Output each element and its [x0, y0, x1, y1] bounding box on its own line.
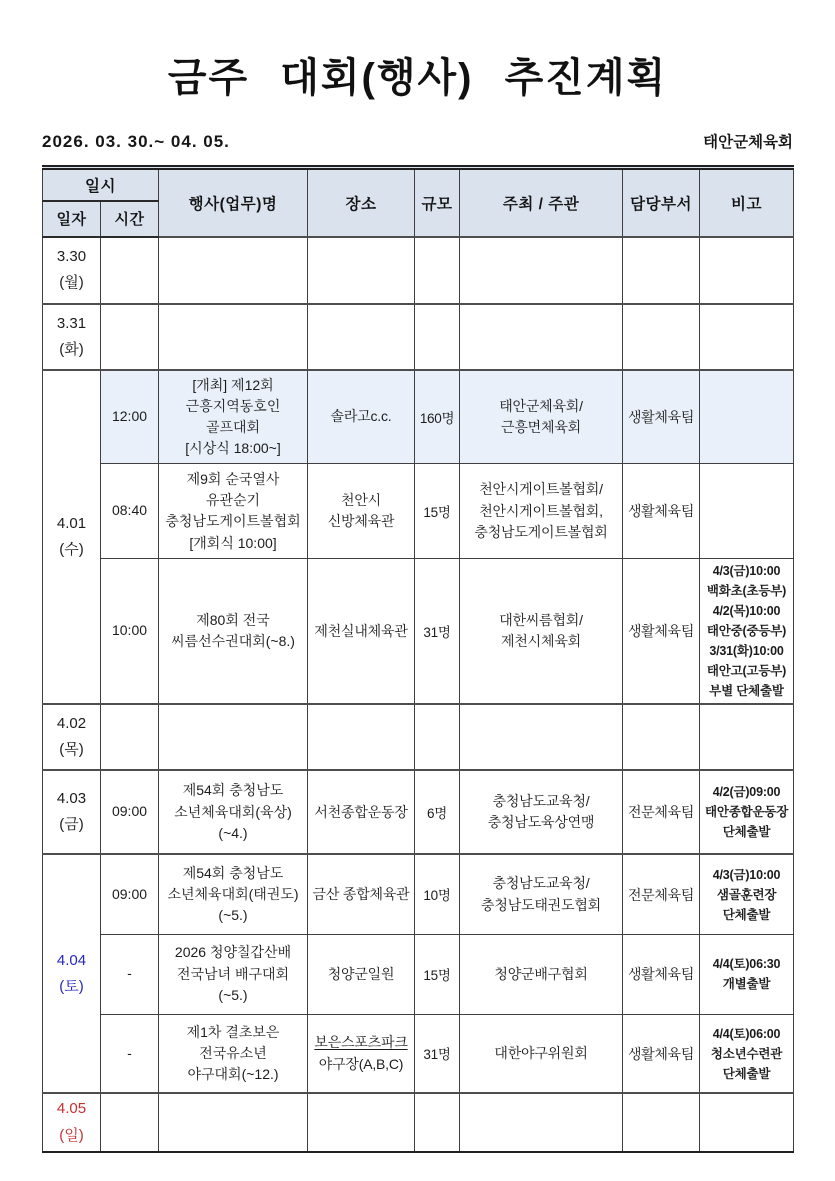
header-time: 시간 — [101, 201, 159, 237]
cell-line: 태안고(고등부) — [706, 664, 787, 679]
cell-line: 천안시 — [341, 492, 381, 509]
cell-line: 전국유소년 — [199, 1044, 267, 1061]
cell-line: 4/3(금)10:00 — [712, 867, 781, 882]
date-number: 4.02 — [56, 715, 87, 733]
time-text: 09:00 — [111, 885, 148, 902]
period-text: 2026. 03. 30.~ 04. 05. — [42, 131, 230, 151]
place-cell — [308, 1093, 415, 1152]
dept-text: 전문체육팀 — [627, 804, 695, 821]
dept-cell — [623, 304, 700, 370]
cell-line: 제9회 순국열사 — [186, 470, 280, 487]
event-name-cell — [159, 370, 308, 464]
scale-cell — [415, 304, 460, 370]
cell-line: 보은스포츠파크 — [314, 1034, 408, 1051]
table-row — [43, 464, 794, 559]
cell-line: 유관순기 — [205, 492, 261, 509]
cell-line: 태안종합운동장 — [704, 805, 789, 820]
time-text: 10:00 — [111, 622, 148, 639]
place-cell — [308, 854, 415, 934]
time-cell — [101, 854, 159, 934]
cell-line: 천안시게이트볼협회/ — [479, 481, 603, 498]
table-row — [43, 704, 794, 770]
time-cell — [101, 1093, 159, 1152]
header-place: 장소 — [308, 167, 415, 237]
date-number: 3.30 — [56, 248, 87, 266]
table-row — [43, 770, 794, 854]
event-name-cell — [159, 304, 308, 370]
cell-line: 솔라고c.c. — [330, 408, 392, 425]
cell-line: 제1차 결초보은 — [186, 1023, 280, 1040]
cell-line: 신방체육관 — [327, 513, 395, 530]
time-cell — [101, 304, 159, 370]
dept-cell — [623, 704, 700, 770]
place-cell — [308, 934, 415, 1014]
dept-cell — [623, 770, 700, 854]
cell-line: 부별 단체출발 — [709, 684, 784, 699]
date-cell — [43, 770, 101, 854]
cell-line: 백화초(초등부) — [706, 584, 787, 599]
scale-text: 31명 — [423, 1047, 451, 1063]
place-cell — [308, 304, 415, 370]
place-cell — [308, 464, 415, 559]
dept-text: 전문체육팀 — [627, 886, 695, 903]
date-day: (수) — [59, 541, 84, 559]
table-row — [43, 1014, 794, 1093]
scale-cell — [415, 370, 460, 464]
event-name-cell — [159, 464, 308, 559]
scale-text: 6명 — [427, 805, 447, 821]
cell-line: 제천시체육회 — [501, 633, 581, 650]
date-cell — [43, 1093, 101, 1152]
host-cell — [460, 464, 623, 559]
cell-line: 4/2(목)10:00 — [712, 604, 781, 619]
note-cell — [700, 237, 794, 304]
time-text: - — [127, 965, 132, 982]
table-body — [43, 237, 794, 1152]
table-header — [43, 167, 794, 237]
cell-line: 금산 종합체육관 — [312, 885, 410, 902]
cell-line: 대한야구위원회 — [494, 1044, 588, 1061]
date-number: 3.31 — [56, 314, 87, 332]
header-scale: 규모 — [415, 167, 460, 237]
host-cell — [460, 237, 623, 304]
cell-line: 천안시게이트볼협회, — [479, 502, 603, 519]
table-row — [43, 854, 794, 934]
cell-line: 4/4(토)06:30 — [712, 957, 781, 972]
date-cell — [43, 304, 101, 370]
cell-line: 근흥면체육회 — [501, 419, 581, 436]
host-cell — [460, 370, 623, 464]
note-cell — [700, 304, 794, 370]
time-cell — [101, 559, 159, 705]
time-cell — [101, 237, 159, 304]
cell-line: (~4.) — [218, 824, 248, 841]
cell-line: 태안군체육회/ — [499, 397, 583, 414]
dept-text: 생활체육팀 — [627, 966, 695, 983]
table-row — [43, 304, 794, 370]
date-day: (목) — [59, 741, 84, 759]
scale-cell — [415, 1093, 460, 1152]
time-text: 09:00 — [111, 803, 148, 820]
event-name-cell — [159, 237, 308, 304]
host-cell — [460, 934, 623, 1014]
cell-line: 서천종합운동장 — [314, 803, 408, 820]
dept-cell — [623, 854, 700, 934]
cell-line: 샘골훈련장 — [716, 887, 777, 902]
dept-cell — [623, 934, 700, 1014]
place-cell — [308, 237, 415, 304]
cell-line: 4/4(토)06:00 — [712, 1026, 781, 1041]
cell-line: 근흥지역동호인 — [185, 397, 281, 414]
date-number: 4.04 — [56, 951, 87, 969]
event-name-cell — [159, 770, 308, 854]
date-cell — [43, 854, 101, 1093]
cell-line: [개회식 10:00] — [189, 534, 277, 551]
date-cell — [43, 704, 101, 770]
note-cell — [700, 370, 794, 464]
date-number: 4.01 — [56, 514, 87, 532]
scale-text: 15명 — [423, 967, 451, 983]
scale-cell — [415, 559, 460, 705]
time-cell — [101, 770, 159, 854]
cell-line: 단체출발 — [722, 825, 771, 840]
date-number: 4.05 — [56, 1100, 87, 1118]
host-cell — [460, 704, 623, 770]
cell-line: 제80회 전국 — [196, 612, 270, 629]
dept-text: 생활체육팀 — [627, 623, 695, 640]
event-name-cell — [159, 1014, 308, 1093]
table-row — [43, 237, 794, 304]
cell-line: 태안중(중등부) — [706, 624, 787, 639]
cell-line: 2026 청양칠갑산배 — [174, 944, 292, 961]
dept-cell — [623, 1014, 700, 1093]
time-cell — [101, 464, 159, 559]
cell-line: (~5.) — [218, 907, 248, 924]
host-cell — [460, 854, 623, 934]
cell-line: 4/2(금)09:00 — [712, 785, 781, 800]
dept-cell — [623, 464, 700, 559]
scale-cell — [415, 1014, 460, 1093]
cell-line: 개별출발 — [722, 977, 771, 992]
scale-cell — [415, 934, 460, 1014]
host-cell — [460, 1093, 623, 1152]
cell-line: 야구대회(~12.) — [187, 1066, 279, 1083]
scale-text: 15명 — [423, 504, 451, 520]
cell-line: [개최] 제12회 — [192, 376, 274, 393]
host-cell — [460, 1014, 623, 1093]
event-plan-table — [42, 165, 794, 1153]
header-note: 비고 — [700, 167, 794, 237]
place-cell — [308, 704, 415, 770]
date-cell — [43, 237, 101, 304]
cell-line: 단체출발 — [722, 1066, 771, 1081]
cell-line: 제54회 충청남도 — [182, 864, 284, 881]
scale-text: 160명 — [419, 410, 455, 426]
time-cell — [101, 704, 159, 770]
note-cell — [700, 559, 794, 705]
dept-cell — [623, 237, 700, 304]
host-cell — [460, 770, 623, 854]
organization-name: 태안군체육회 — [703, 133, 793, 151]
table-row — [43, 559, 794, 705]
dept-text: 생활체육팀 — [627, 1045, 695, 1062]
scale-text: 10명 — [423, 888, 451, 904]
date-number: 4.03 — [56, 790, 87, 808]
host-cell — [460, 559, 623, 705]
cell-line: 충청남도교육청/ — [492, 793, 590, 810]
dept-text: 생활체육팀 — [627, 409, 695, 426]
table-row — [43, 934, 794, 1014]
header-dept: 담당부서 — [623, 167, 700, 237]
scale-cell — [415, 704, 460, 770]
event-name-cell — [159, 559, 308, 705]
cell-line: 씨름선수권대회(~8.) — [171, 633, 295, 650]
dept-cell — [623, 559, 700, 705]
event-name-cell — [159, 934, 308, 1014]
header-datetime: 일시 — [43, 167, 159, 201]
scale-text: 31명 — [423, 624, 451, 640]
event-name-cell — [159, 1093, 308, 1152]
note-cell — [700, 1093, 794, 1152]
place-cell — [308, 559, 415, 705]
note-cell — [700, 934, 794, 1014]
header-date: 일자 — [43, 201, 101, 237]
cell-line: 충청남도게이트볼협회 — [474, 523, 608, 540]
scale-cell — [415, 237, 460, 304]
cell-line: 청양군일원 — [327, 965, 395, 982]
time-cell — [101, 370, 159, 464]
cell-line: (~5.) — [218, 986, 248, 1003]
date-day: (금) — [59, 816, 84, 834]
note-cell — [700, 1014, 794, 1093]
event-name-cell — [159, 854, 308, 934]
cell-line: 충청남도육상연맹 — [487, 814, 595, 831]
cell-line: 4/3(금)10:00 — [712, 564, 781, 579]
cell-line: 단체출발 — [722, 907, 771, 922]
cell-line: 청양군배구협회 — [494, 965, 588, 982]
cell-line: 소년체육대회(육상) — [174, 803, 292, 820]
cell-line: 충청남도태권도협회 — [481, 896, 601, 913]
date-cell — [43, 370, 101, 705]
scale-cell — [415, 770, 460, 854]
date-day: (화) — [59, 340, 84, 358]
host-cell — [460, 304, 623, 370]
cell-line: 골프대회 — [205, 419, 261, 436]
date-day: (일) — [59, 1126, 84, 1144]
cell-line: 3/31(화)10:00 — [709, 644, 784, 659]
meta-row — [42, 130, 793, 152]
cell-line: 대한씨름협회/ — [499, 612, 583, 629]
header-row-top — [43, 167, 794, 201]
note-cell — [700, 770, 794, 854]
cell-line: 청소년수련관 — [710, 1046, 783, 1061]
date-day: (토) — [59, 977, 84, 995]
time-text: - — [127, 1044, 132, 1061]
header-host: 주최 / 주관 — [460, 167, 623, 237]
time-text: 12:00 — [111, 408, 148, 425]
note-cell — [700, 464, 794, 559]
dept-text: 생활체육팀 — [627, 503, 695, 520]
cell-line: 충청남도게이트볼협회 — [165, 513, 301, 530]
table-row — [43, 1093, 794, 1152]
cell-line: 소년체육대회(태권도) — [167, 885, 299, 902]
header-event: 행사(업무)명 — [159, 167, 308, 237]
dept-cell — [623, 1093, 700, 1152]
table-row — [43, 370, 794, 464]
note-cell — [700, 854, 794, 934]
time-cell — [101, 934, 159, 1014]
dept-cell — [623, 370, 700, 464]
page-title: 금주 대회(행사) 추진계획 — [167, 56, 668, 100]
scale-cell — [415, 854, 460, 934]
cell-line: 제천실내체육관 — [314, 622, 408, 639]
event-name-cell — [159, 704, 308, 770]
scale-cell — [415, 464, 460, 559]
cell-line: [시상식 18:00~] — [185, 440, 281, 457]
time-text: 08:40 — [111, 502, 148, 519]
note-cell — [700, 704, 794, 770]
place-cell — [308, 1014, 415, 1093]
place-cell — [308, 770, 415, 854]
time-cell — [101, 1014, 159, 1093]
date-day: (월) — [59, 274, 84, 292]
place-cell — [308, 370, 415, 464]
cell-line: 제54회 충청남도 — [182, 782, 284, 799]
cell-line: 야구장(A,B,C) — [318, 1055, 404, 1072]
cell-line: 전국남녀 배구대회 — [176, 965, 290, 982]
cell-line: 충청남도교육청/ — [492, 875, 590, 892]
